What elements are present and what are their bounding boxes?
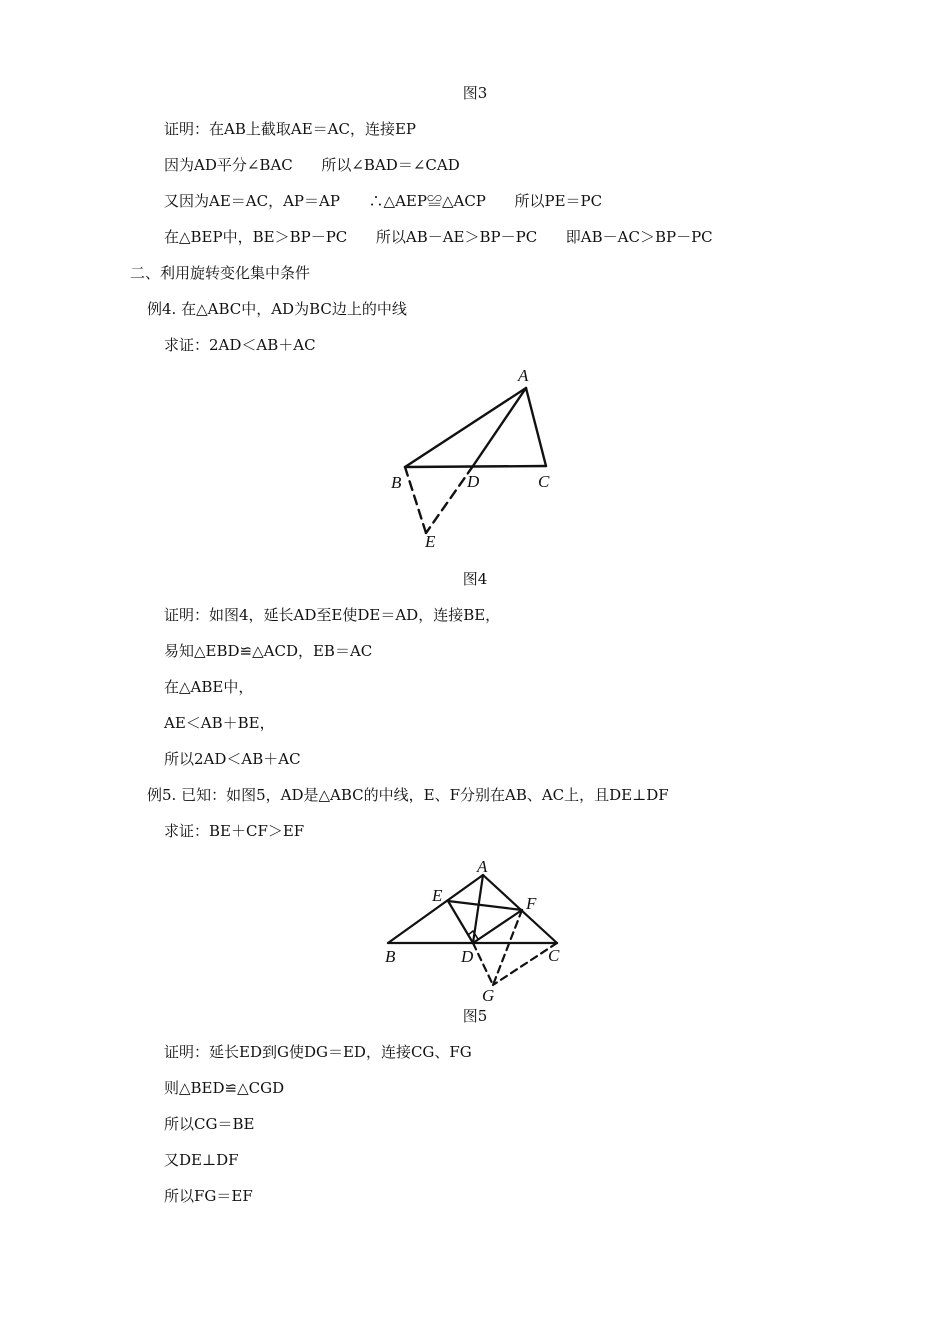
label-e: E: [432, 886, 443, 905]
proof3-line-4: 在△BEP中，BE＞BP－PC 所以AB－AE＞BP－PC 即AB－AC＞BP－PC: [164, 228, 713, 246]
figure-5-caption: 图5: [462, 1007, 488, 1025]
figure-4: [380, 365, 570, 555]
label-b: B: [385, 947, 396, 966]
example-5-prove: 求证：BE＋CF＞EF: [164, 822, 305, 840]
segment-fg-dashed: [493, 910, 522, 985]
proof4-line-1: 证明：如图4，延长AD至E使DE＝AD，连接BE，: [164, 606, 501, 624]
example-5-title: 例5. 已知：如图5，AD是△ABC的中线，E、F分别在AB、AC上，且DE⊥DF: [147, 786, 669, 804]
example-4-prove: 求证：2AD＜AB＋AC: [164, 336, 316, 354]
proof4-line-5: 所以2AD＜AB＋AC: [164, 750, 301, 768]
label-d: D: [461, 947, 474, 966]
segment-be-dashed: [405, 467, 426, 533]
proof3-line-2: 因为AD平分∠BAC 所以∠BAD＝∠CAD: [164, 156, 460, 174]
label-f: F: [526, 894, 537, 913]
label-b: B: [391, 473, 402, 492]
segment-ab: [405, 388, 526, 467]
section-2-heading: 二、利用旋转变化集中条件: [130, 264, 311, 282]
proof4-line-2: 易知△EBD≌△ACD，EB＝AC: [164, 642, 373, 660]
label-c: C: [548, 946, 560, 965]
proof3-line-1: 证明：在AB上截取AE＝AC，连接EP: [164, 120, 416, 138]
segment-de-dashed: [426, 466, 473, 533]
figure-4-caption: 图4: [462, 570, 488, 588]
proof5-line-4: 又DE⊥DF: [164, 1151, 239, 1169]
label-d: D: [467, 472, 480, 491]
proof5-line-1: 证明：延长ED到G使DG＝ED，连接CG、FG: [164, 1043, 472, 1061]
label-a: A: [518, 366, 529, 385]
proof4-line-3: 在△ABE中，: [164, 678, 254, 696]
proof5-line-3: 所以CG＝BE: [164, 1115, 255, 1133]
label-c: C: [538, 472, 550, 491]
example-4-title: 例4. 在△ABC中，AD为BC边上的中线: [147, 300, 407, 318]
proof5-line-2: 则△BED≌△CGD: [164, 1079, 285, 1097]
segment-ef: [448, 901, 522, 910]
segment-dg-dashed: [473, 943, 493, 985]
segment-bc: [405, 466, 546, 467]
segment-ad: [473, 388, 526, 466]
proof5-line-5: 所以FG＝EF: [164, 1187, 253, 1205]
figure-5: [380, 855, 580, 1005]
proof3-line-3: 又因为AE＝AC，AP＝AP ∴△AEP≌△ACP 所以PE＝PC: [164, 192, 603, 210]
figure-3-caption: 图3: [462, 84, 488, 102]
label-g: G: [482, 986, 495, 1005]
segment-ac: [526, 388, 546, 466]
label-e: E: [425, 532, 436, 551]
label-a: A: [477, 857, 488, 876]
proof4-line-4: AE＜AB＋BE，: [164, 714, 275, 732]
segment-ed: [448, 901, 473, 943]
